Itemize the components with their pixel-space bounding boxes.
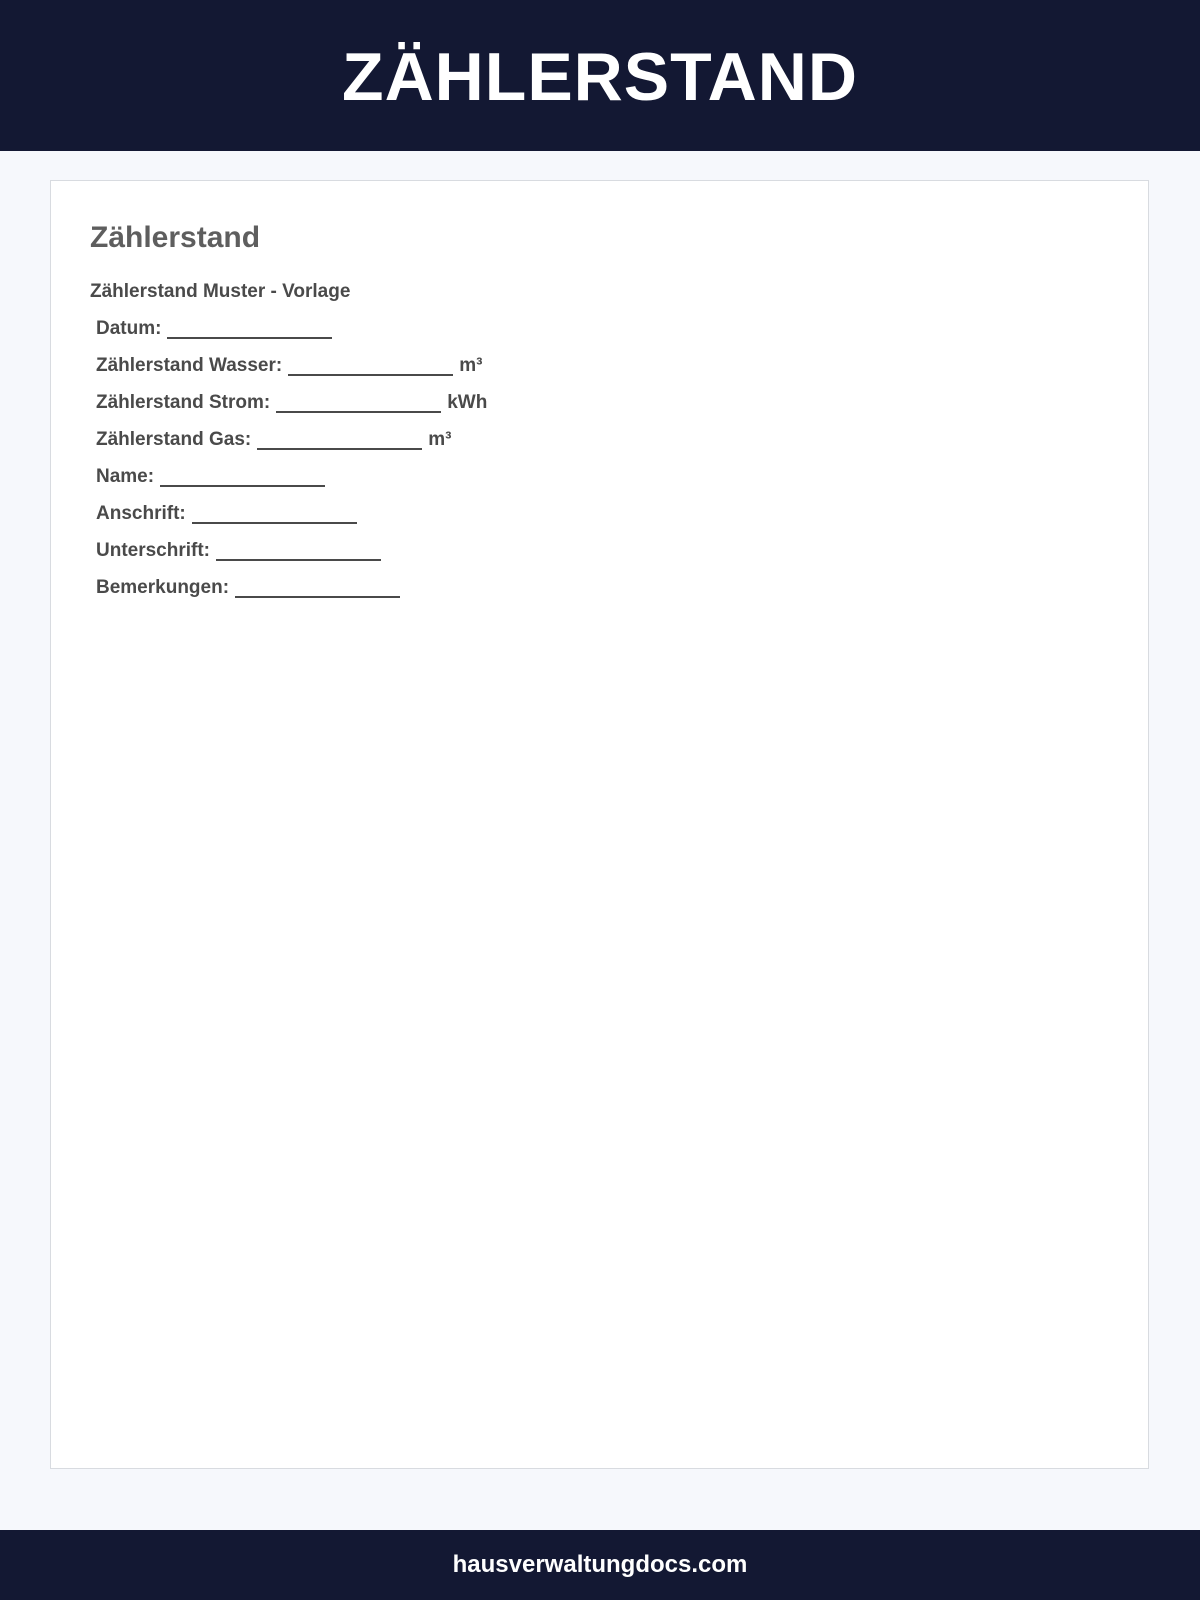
- field-zaehlerstand-wasser: [96, 354, 487, 391]
- blank-line: [235, 576, 400, 598]
- field-label: Anschrift:: [96, 503, 186, 524]
- document-heading: Zählerstand: [90, 221, 261, 254]
- field-unit: m³: [459, 355, 483, 376]
- footer-website: hausverwaltungdocs.com: [452, 1551, 748, 1578]
- document-card: [50, 180, 1149, 1469]
- field-label: Zählerstand Wasser:: [96, 355, 283, 376]
- form-fields: [96, 317, 487, 613]
- blank-line: [216, 539, 381, 561]
- field-anschrift: [96, 502, 487, 539]
- field-unterschrift: [96, 539, 487, 576]
- field-unit: m³: [428, 429, 452, 450]
- page-header: [0, 0, 1200, 151]
- document-subtitle: Zählerstand Muster - Vorlage: [90, 281, 351, 302]
- blank-line: [192, 502, 357, 524]
- blank-line: [288, 354, 453, 376]
- blank-line: [160, 465, 325, 487]
- blank-line: [167, 317, 332, 339]
- blank-line: [257, 428, 422, 450]
- header-title: ZÄHLERSTAND: [342, 38, 858, 115]
- blank-line: [276, 391, 441, 413]
- page-footer: [0, 1530, 1200, 1600]
- field-label: Unterschrift:: [96, 540, 211, 561]
- field-label: Zählerstand Gas:: [96, 429, 252, 450]
- field-bemerkungen: [96, 576, 487, 613]
- field-zaehlerstand-strom: [96, 391, 487, 428]
- field-label: Name:: [96, 466, 155, 487]
- field-label: Datum:: [96, 318, 162, 339]
- field-name: [96, 465, 487, 502]
- field-label: Bemerkungen:: [96, 577, 230, 598]
- field-zaehlerstand-gas: [96, 428, 487, 465]
- field-datum: [96, 317, 487, 354]
- field-unit: kWh: [447, 392, 488, 413]
- field-label: Zählerstand Strom:: [96, 392, 271, 413]
